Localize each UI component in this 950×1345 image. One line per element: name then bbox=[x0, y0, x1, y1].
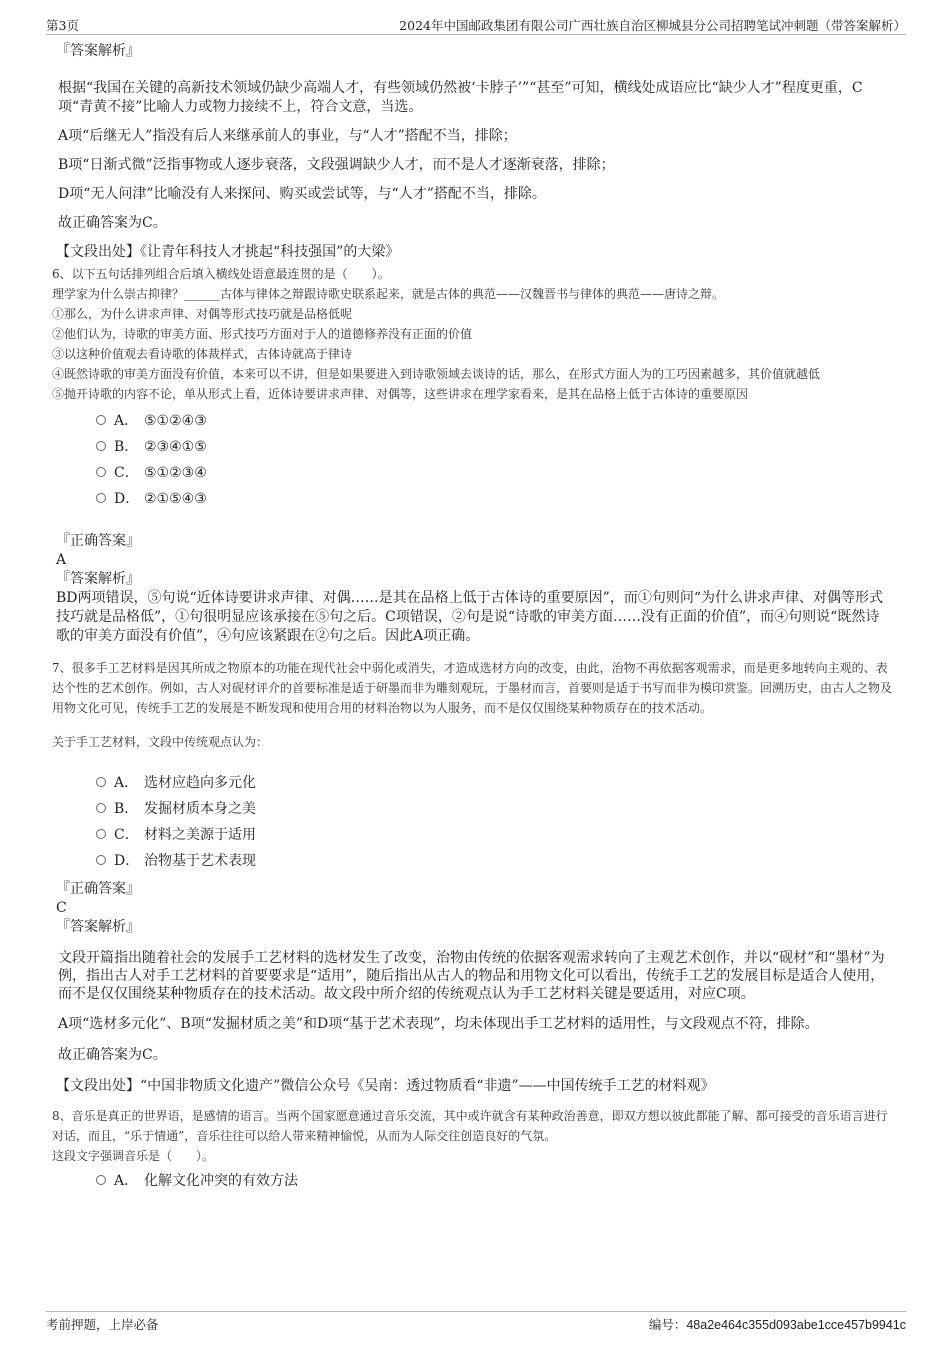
code-value: 48a2e464c355d093abe1cce457b9941c bbox=[686, 1318, 906, 1332]
question-8 bbox=[52, 1106, 892, 1194]
q6-analysis: BD两项错误，⑤句说“近体诗要讲求声律、对偶……是其在品格上低于古体诗的重要原因”，而①句则问“为什么讲求声律、对偶等形式技巧就是品格低”，①句很明显应该承接在⑤句之后。C项错误，②句是说“诗歌的审美方面……没有正面的价值”，而④句则说“既然诗歌的审美方面没有价值”，④句应该紧跟在②句之后。因此A项正确。 bbox=[56, 590, 883, 644]
radio-icon[interactable] bbox=[96, 441, 106, 451]
q6-correct-answer: A bbox=[56, 552, 67, 568]
q6-correct-label: 『正确答案』 bbox=[56, 533, 140, 549]
document-title: 2024年中国邮政集团有限公司广西壮族自治区柳城县分公司招聘笔试冲刺题（带答案解析） bbox=[399, 18, 906, 33]
q6-options bbox=[96, 408, 892, 512]
radio-icon[interactable] bbox=[96, 803, 106, 813]
radio-icon[interactable] bbox=[96, 493, 106, 503]
q7-correct-label: 『正确答案』 bbox=[56, 881, 140, 897]
q5-analysis-label: 『答案解析』 bbox=[56, 43, 140, 59]
q5-analysis bbox=[52, 42, 892, 262]
q7-question: 关于手工艺材料，文段中传统观点认为： bbox=[52, 735, 269, 749]
q8-options bbox=[96, 1168, 892, 1194]
q7-analysis-p1: 文段开篇指出随着社会的发展手工艺材料的选材发生了改变，治物由传统的依据客观需求转向了主观艺术创作，并以“砚材”和“墨材”为例，指出古人对手工艺材料的首要要求是“适用”，随后指出从古人的物品和用物文化可以看出，传统手工艺的发展目标是适合人使用，而不是仅仅围绕某种物质存在的技术活动。故文段中所介绍的传统观点认为手工艺材料关键是要适用，对应C项。 bbox=[58, 950, 885, 1002]
page-footer bbox=[46, 1311, 906, 1336]
q5-analysis-conclusion: 故正确答案为C。 bbox=[58, 215, 167, 231]
q5-analysis-p3: B项“日渐式微”泛指事物或人逐步衰落，文段强调缺少人才，而不是人才逐渐衰落，排除； bbox=[58, 157, 615, 173]
question-7 bbox=[52, 658, 892, 1096]
page-header bbox=[46, 14, 906, 35]
q5-analysis-p2: A项“后继无人”指没有后人来继承前人的事业，与“人才”搭配不当，排除； bbox=[58, 128, 517, 144]
q6-sentence-1: ①那么，为什么讲求声律、对偶等形式技巧就是品格低呢 bbox=[52, 307, 353, 321]
q6-intro: 理学家为什么崇古抑律？______古体与律体之辩跟诗歌史联系起来，就是古体的典范——汉魏晋书与律体的典范——唐诗之辩。 bbox=[52, 287, 725, 301]
q8-stem: 8、音乐是真正的世界语，是感情的语言。当两个国家愿意通过音乐交流，其中或许就含有某种政治善意，即双方想以彼此都能了解、都可接受的音乐语言进行对话，而且，“乐于情通”，音乐往往可以给人带来精神愉悦，从而为人际交往创造良好的气氛。 bbox=[52, 1109, 888, 1143]
radio-icon[interactable] bbox=[96, 829, 106, 839]
document-code bbox=[649, 1315, 906, 1333]
q7-stem: 7、很多手工艺材料是因其所成之物原本的功能在现代社会中弱化或消失，才造成选材方向的改变，由此，治物不再依据客观需求，而是更多地转向主观的、表达个性的艺术创作。例如，古人对砚材评介的首要标准是适于研墨而非为雕刻观玩，于墨材而言，首要则是适于书写而非为模印赏鉴。回溯历史，由古人之物及用物文化可见，传统手工艺的发展是不断发现和使用合用的材料治物以为人服务，而不是仅仅围绕某种物质存在的技术活动。 bbox=[52, 661, 893, 715]
q7-correct-answer: C bbox=[56, 900, 67, 916]
question-6 bbox=[52, 264, 892, 646]
radio-icon[interactable] bbox=[96, 415, 106, 425]
q8-option-a[interactable]: A． 化解文化冲突的有效方法 bbox=[96, 1168, 892, 1194]
q7-option-a[interactable]: A． 选材应趋向多元化 bbox=[96, 770, 892, 796]
q7-option-c[interactable]: C． 材料之美源于适用 bbox=[96, 822, 892, 848]
q6-option-c[interactable]: C． ⑤①②③④ bbox=[96, 460, 892, 486]
q6-sentence-3: ③以这种价值观去看诗歌的体裁样式，古体诗就高于律诗 bbox=[52, 347, 353, 361]
q6-analysis-label: 『答案解析』 bbox=[56, 571, 140, 587]
q6-sentence-2: ②他们认为，诗歌的审美方面、形式技巧方面对于人的道德修养没有正面的价值 bbox=[52, 327, 473, 341]
q6-sentence-4: ④既然诗歌的审美方面没有价值，本来可以不讲，但是如果要进入到诗歌领域去谈诗的话，那么，在形式方面人为的工巧因素越多，其价值就越低 bbox=[52, 367, 821, 381]
q6-stem: 6、以下五句话排列组合后填入横线处语意最连贯的是（ ）。 bbox=[52, 267, 390, 281]
q6-sentence-5: ⑤抛开诗歌的内容不论，单从形式上看，近体诗要讲求声律、对偶等，这些讲求在理学家看来，是其在品格上低于古体诗的重要原因 bbox=[52, 387, 749, 401]
radio-icon[interactable] bbox=[96, 467, 106, 477]
q7-option-b[interactable]: B． 发掘材质本身之美 bbox=[96, 796, 892, 822]
q7-option-d[interactable]: D． 治物基于艺术表现 bbox=[96, 848, 892, 874]
q7-source: 【文段出处】“中国非物质文化遗产”微信公众号《吴南：透过物质看“非遗”——中国传统手工艺的材料观》 bbox=[56, 1078, 715, 1094]
q5-source: 【文段出处】《让青年科技人才挑起“科技强国”的大梁》 bbox=[56, 244, 400, 260]
radio-icon[interactable] bbox=[96, 777, 106, 787]
q7-analysis-p2: A项“选材多元化”、B项“发掘材质之美”和D项“基于艺术表现”，均未体现出手工艺材料的适用性，与文段观点不符，排除。 bbox=[58, 1016, 819, 1032]
q5-analysis-p4: D项“无人问津”比喻没有人来探问、购买或尝试等，与“人才”搭配不当，排除。 bbox=[58, 186, 546, 202]
radio-icon[interactable] bbox=[96, 855, 106, 865]
q6-option-a[interactable]: A． ⑤①②④③ bbox=[96, 408, 892, 434]
document-body bbox=[52, 42, 892, 1194]
page-number: 第3页 bbox=[46, 18, 79, 33]
q5-analysis-p1: 根据“我国在关键的高新技术领域仍缺少高端人才，有些领域仍然被‘卡脖子’”“甚至”可知，横线处成语应比“缺少人才”程度更重，C项“青黄不接”比喻人力或物力接续不上，符合文意，当选。 bbox=[58, 80, 863, 115]
footer-slogan: 考前押题，上岸必备 bbox=[46, 1317, 159, 1332]
q7-analysis-conclusion: 故正确答案为C。 bbox=[58, 1047, 167, 1063]
code-label: 编号： bbox=[648, 1317, 687, 1332]
radio-icon[interactable] bbox=[96, 1175, 106, 1185]
q8-question: 这段文字强调音乐是（ ）。 bbox=[52, 1149, 215, 1163]
q7-analysis-label: 『答案解析』 bbox=[56, 919, 140, 935]
q6-option-d[interactable]: D． ②①⑤④③ bbox=[96, 486, 892, 512]
q7-options bbox=[96, 770, 892, 874]
q6-option-b[interactable]: B． ②③④①⑤ bbox=[96, 434, 892, 460]
